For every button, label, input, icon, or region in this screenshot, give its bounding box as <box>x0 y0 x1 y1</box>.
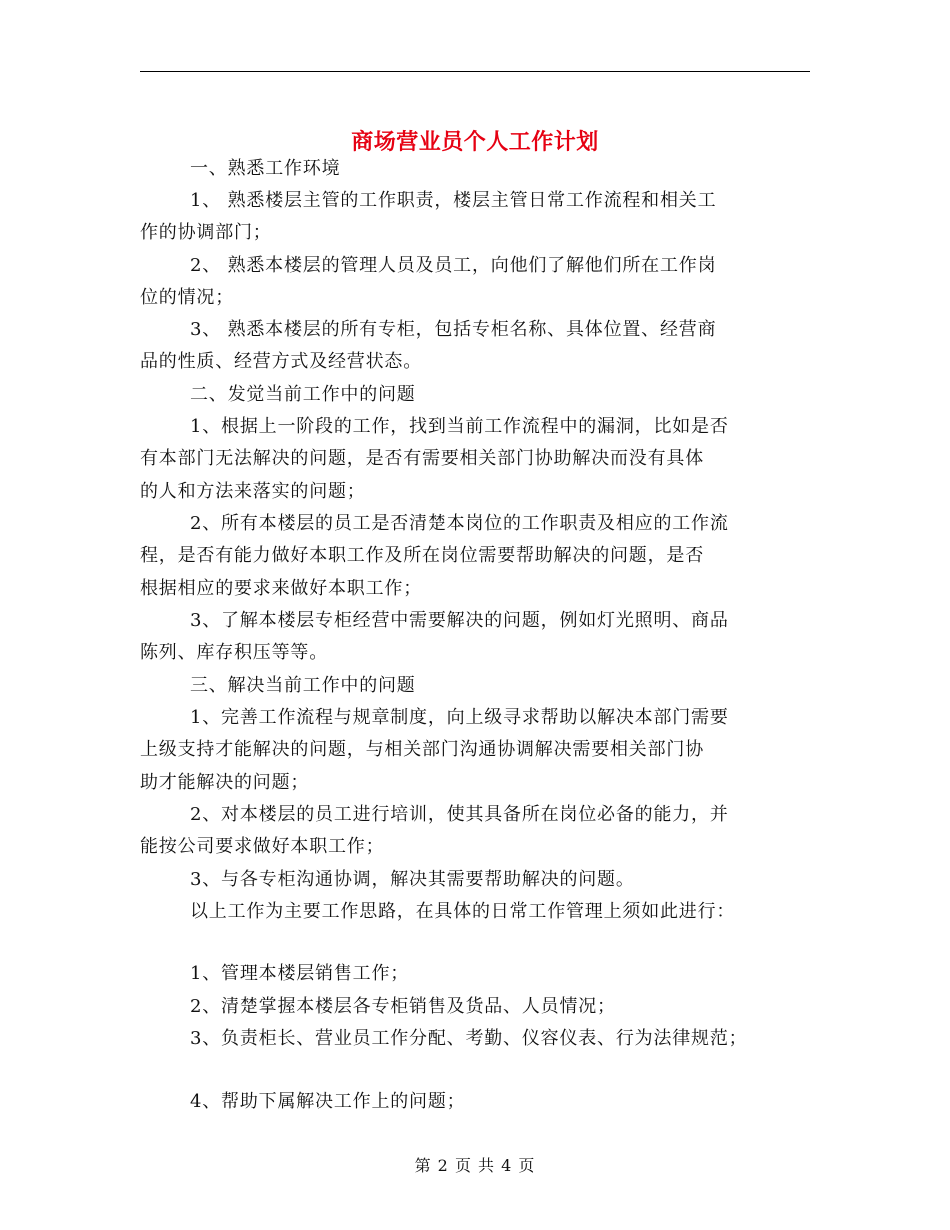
paragraph-line: 能按公司要求做好本职工作； <box>140 836 385 857</box>
section-heading: 二、发觉当前工作中的问题 <box>190 384 416 405</box>
paragraph-line: 品的性质、经营方式及经营状态。 <box>140 351 422 372</box>
section-heading: 一、熟悉工作环境 <box>190 158 341 179</box>
paragraph-line: 1、 熟悉楼层主管的工作职责，楼层主管日常工作流程和相关工 <box>190 190 717 211</box>
paragraph-line: 的人和方法来落实的问题； <box>140 481 366 502</box>
list-item: 3、负责柜长、营业员工作分配、考勤、仪容仪表、行为法律规范； <box>190 1028 748 1049</box>
paragraph-line: 3、了解本楼层专柜经营中需要解决的问题，例如灯光照明、商品 <box>190 610 729 631</box>
list-item: 2、清楚掌握本楼层各专柜销售及货品、人员情况； <box>190 996 616 1017</box>
paragraph-line: 助才能解决的问题； <box>140 772 310 793</box>
paragraph-line: 程，是否有能力做好本职工作及所在岗位需要帮助解决的问题，是否 <box>140 545 704 566</box>
paragraph-line: 根据相应的要求来做好本职工作； <box>140 578 422 599</box>
paragraph-line: 上级支持才能解决的问题，与相关部门沟通协调解决需要相关部门协 <box>140 739 704 760</box>
paragraph-line: 2、对本楼层的员工进行培训，使其具备所在岗位必备的能力，并 <box>190 804 729 825</box>
paragraph-line: 位的情况； <box>140 287 234 308</box>
paragraph-line: 1、完善工作流程与规章制度，向上级寻求帮助以解决本部门需要 <box>190 707 729 728</box>
paragraph-line: 陈列、库存积压等等。 <box>140 642 328 663</box>
paragraph-line: 3、 熟悉本楼层的所有专柜，包括专柜名称、具体位置、经营商 <box>190 319 717 340</box>
paragraph-line: 2、所有本楼层的员工是否清楚本岗位的工作职责及相应的工作流 <box>190 513 729 534</box>
page-number: 第 2 页 共 4 页 <box>414 1156 536 1175</box>
paragraph-line: 1、根据上一阶段的工作，找到当前工作流程中的漏洞，比如是否 <box>190 416 729 437</box>
paragraph-line: 以上工作为主要工作思路，在具体的日常工作管理上须如此进行： <box>190 901 736 922</box>
paragraph-line: 有本部门无法解决的问题，是否有需要相关部门协助解决而没有具体 <box>140 448 704 469</box>
paragraph-line: 2、 熟悉本楼层的管理人员及员工，向他们了解他们所在工作岗 <box>190 255 717 276</box>
list-item: 4、帮助下属解决工作上的问题； <box>190 1091 466 1112</box>
paragraph-line: 3、与各专柜沟通协调，解决其需要帮助解决的问题。 <box>190 869 635 890</box>
list-item: 1、管理本楼层销售工作； <box>190 963 410 984</box>
header-rule <box>140 71 810 72</box>
document-title: 商场营业员个人工作计划 <box>351 128 599 155</box>
section-heading: 三、解决当前工作中的问题 <box>190 675 416 696</box>
paragraph-line: 作的协调部门； <box>140 222 272 243</box>
